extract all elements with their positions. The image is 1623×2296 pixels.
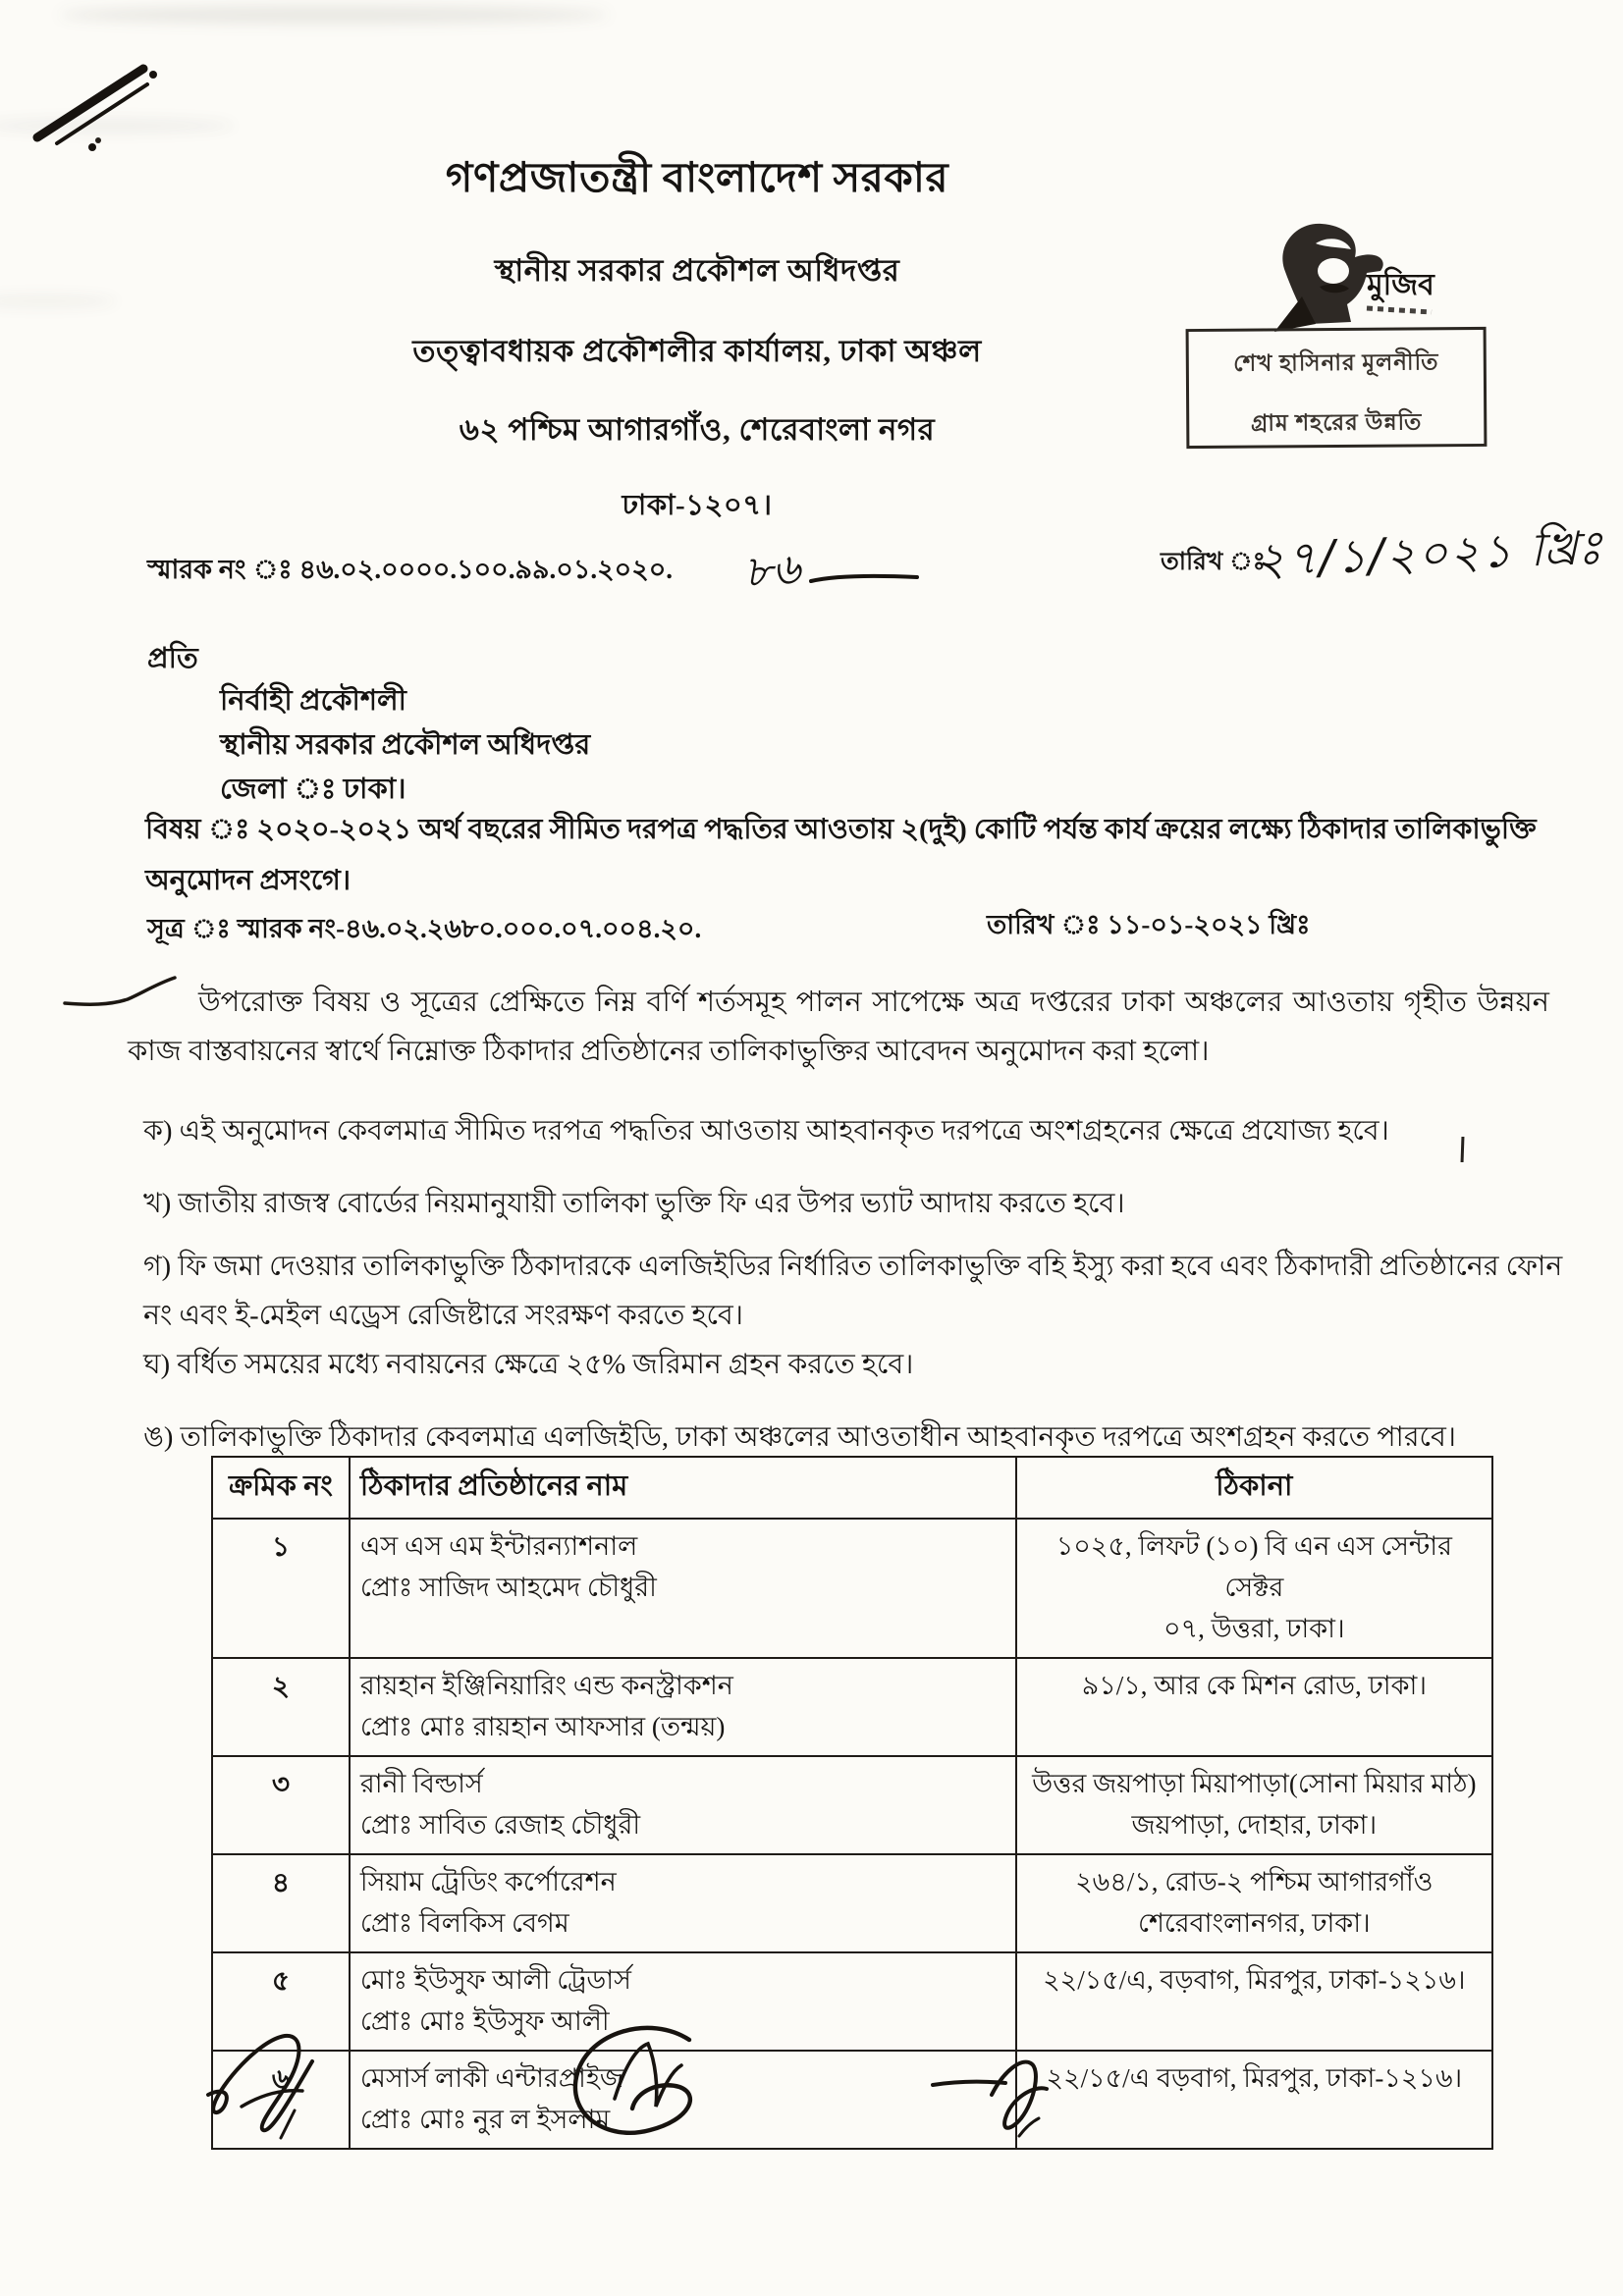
department-name: স্থানীয় সরকার প্রকৌশল অধিদপ্তর: [494, 253, 900, 288]
address-line-1: ২২/১৫/এ, বড়বাগ, মিরপুর, ঢাকা-১২১৬।: [1043, 1965, 1466, 1995]
proprietor-name: প্রোঃ সাবিত রেজাহ চৌধুরী: [359, 1810, 641, 1840]
memo-label: স্মারক নং ঃ: [147, 555, 293, 584]
col-header-serial: ক্রমিক নং: [212, 1457, 350, 1519]
condition-kha: খ) জাতীয় রাজস্ব বোর্ডের নিয়মানুযায়ী তালিকা ভুক্তি ফি এর উপর ভ্যাট আদায় করতে হবে।: [143, 1189, 1125, 1219]
proprietor-name: প্রোঃ মোঃ নুর ল ইসলাম: [359, 2105, 611, 2134]
table-row: [212, 1756, 1492, 1854]
address-line-2: ০৭, উত্তরা, ঢাকা।: [1163, 1614, 1345, 1643]
stray-ink-mark: [1461, 1137, 1465, 1162]
firm-name: রানী বিল্ডার্স: [359, 1769, 483, 1798]
table-row: [212, 2051, 1492, 2149]
body-paragraph: উপরোক্ত বিষয় ও সূত্রের প্রেক্ষিতে নিম্ন বর্ণি শর্তসমূহ পালন সাপেক্ষে অত্র দপ্তরের ঢাকা অঞ্চলের আওতায় গৃহীত উন্নয়ন কাজ বাস্তবায়নের স্বার্থে নিম্নোক্ত ঠিকাদার প্রতিষ্ঠানের তালিকাভুক্তির আবেদন অনুমোদন করা হলো।: [128, 987, 1549, 1067]
table-row: [212, 1519, 1492, 1658]
proprietor-name: প্রোঃ বিলকিস বেগম: [359, 1908, 569, 1938]
slogan-stamp: [1186, 327, 1488, 449]
addressee-designation: নির্বাহী প্রকৌশলী: [220, 685, 406, 717]
addressee-block: [220, 679, 590, 812]
stamp-line-1: শেখ হাসিনার মূলনীতি: [1233, 349, 1439, 376]
condition-ka: ক) এই অনুমোদন কেবলমাত্র সীমিত দরপত্র পদ্ধতির আওতায় আহবানকৃত দরপত্রে অংশগ্রহনের ক্ষেত্রে প্রযোজ্য হবে।: [143, 1116, 1389, 1147]
scan-smudge: [59, 6, 609, 24]
row-name: [350, 1756, 1016, 1854]
row-serial: ৫: [212, 1952, 350, 2051]
signature-1: [187, 2012, 393, 2169]
office-street: ৬২ পশ্চিম আগারগাঁও, শেরেবাংলা নগর: [459, 412, 936, 447]
address-line-1: ২২/১৫/এ বড়বাগ, মিরপুর, ঢাকা-১২১৬।: [1046, 2063, 1463, 2093]
row-serial: ২: [212, 1658, 350, 1756]
reference-date: তারিখ ঃ ১১-০১-২০২১ খ্রিঃ: [987, 910, 1311, 939]
addressee-district: জেলা ঃ ঢাকা।: [220, 774, 406, 805]
row-address: [1016, 1854, 1492, 1952]
row-address: [1016, 2051, 1492, 2149]
row-address: [1016, 1658, 1492, 1756]
row-address: [1016, 1519, 1492, 1658]
row-serial: ৬: [212, 2051, 350, 2149]
handwritten-date: ২৭/১/২০২১ খ্রিঃ: [1254, 520, 1605, 588]
row-serial: ৩: [212, 1756, 350, 1854]
pen-stroke-artifact: [27, 27, 204, 165]
condition-uma: ঙ) তালিকাভুক্তি ঠিকাদার কেবলমাত্র এলজিইডি, ঢাকা অঞ্চলের আওতাধীন আহবানকৃত দরপত্রে অংশগ্রহন করতে পারবে।: [143, 1422, 1456, 1453]
office-city: ঢাকা-১২০৭।: [622, 490, 773, 521]
address-line-1: ২৬৪/১, রোড-২ পশ্চিম আগারগাঁও: [1075, 1867, 1434, 1896]
row-address: [1016, 1756, 1492, 1854]
office-name: তত্ত্বাবধায়ক প্রকৌশলীর কার্যালয়, ঢাকা অঞ্চল: [412, 334, 982, 368]
row-name: [350, 1658, 1016, 1756]
table-row: [212, 1658, 1492, 1756]
handwritten-memo-suffix: ৮৬: [742, 544, 802, 598]
table-row: [212, 1854, 1492, 1952]
logo-caption: মুজিব: [1367, 269, 1434, 301]
stamp-line-2: গ্রাম শহরের উন্নতি: [1251, 409, 1423, 436]
to-label: প্রতি: [147, 643, 198, 674]
row-serial: ১: [212, 1519, 350, 1658]
contractor-table: [211, 1456, 1493, 2150]
address-line-2: শেরেবাংলানগর, ঢাকা।: [1137, 1908, 1371, 1938]
firm-name: এস এস এম ইন্টারন্যাশনাল: [359, 1531, 638, 1561]
firm-name: সিয়াম ট্রেডিং কর্পোরেশন: [359, 1867, 617, 1896]
memo-number: ৪৬.০২.০০০০.১০০.৯৯.০১.২০২০.: [298, 555, 674, 584]
firm-name: মেসার্স লাকী এন্টারপ্রাইজ: [359, 2063, 624, 2093]
col-header-name: ঠিকাদার প্রতিষ্ঠানের নাম: [350, 1457, 1016, 1519]
government-title: গণপ্রজাতন্ত্রী বাংলাদেশ সরকার: [445, 156, 949, 201]
row-address: [1016, 1952, 1492, 2051]
mujib-borsho-logo: [1257, 214, 1453, 342]
firm-name: মোঃ ইউসুফ আলী ট্রেডার্স: [359, 1965, 631, 1995]
signature-3: [923, 2042, 1070, 2160]
table-row: [212, 1952, 1492, 2051]
proprietor-name: প্রোঃ মোঃ রায়হান আফসার (তন্ময়): [359, 1712, 726, 1741]
handwritten-dash: [807, 567, 925, 591]
table-header-row: [212, 1457, 1492, 1519]
subject-line: বিষয় ঃ ২০২০-২০২১ অর্থ বছরের সীমিত দরপত্র পদ্ধতির আওতায় ২(দুই) কোটি পর্যন্ত কার্য ক্রয়ের লক্ষ্যে ঠিকাদার তালিকাভুক্তি অনুমোদন প্রসংগে।: [145, 815, 1537, 896]
proprietor-name: প্রোঃ সাজিদ আহমেদ চৌধুরী: [359, 1573, 657, 1602]
condition-ga: গ) ফি জমা দেওয়ার তালিকাভুক্তি ঠিকাদারকে এলজিইডির নির্ধারিত তালিকাভুক্তি বহি ইস্যু করা হবে এবং ঠিকাদারী প্রতিষ্ঠানের ফোন নং এবং ই-মেইল এড্রেস রেজিষ্টারে সংরক্ষণ করতে হবে।: [143, 1252, 1563, 1331]
signature-2: [542, 2004, 738, 2171]
row-serial: ৪: [212, 1854, 350, 1952]
proprietor-name: প্রোঃ মোঃ ইউসুফ আলী: [359, 2006, 610, 2036]
memo-number-line: [147, 550, 673, 594]
address-line-1: ৯১/১, আর কে মিশন রোড, ঢাকা।: [1081, 1671, 1427, 1700]
date-label: তারিখ ঃ: [1161, 549, 1266, 575]
condition-gha: ঘ) বর্ধিত সময়ের মধ্যে নবায়নের ক্ষেত্রে ২৫% জরিমান গ্রহন করতে হবে।: [143, 1350, 914, 1380]
row-name: [350, 1854, 1016, 1952]
row-name: [350, 1519, 1016, 1658]
address-line-1: উত্তর জয়পাড়া মিয়াপাড়া(সোনা মিয়ার মাঠ): [1032, 1769, 1477, 1798]
address-line-2: জয়পাড়া, দোহার, ঢাকা।: [1131, 1810, 1378, 1840]
address-line-1: ১০২৫, লিফট (১০) বি এন এস সেন্টার সেক্টর: [1055, 1531, 1452, 1602]
col-header-address: ঠিকানা: [1016, 1457, 1492, 1519]
reference-memo: সূত্র ঃ স্মারক নং-৪৬.০২.২৬৮০.০০০.০৭.০০৪.২০.: [147, 914, 702, 943]
firm-name: রায়হান ইঞ্জিনিয়ারিং এন্ড কনস্ট্রাকশন: [359, 1671, 733, 1700]
addressee-department: স্থানীয় সরকার প্রকৌশল অধিদপ্তর: [220, 729, 591, 761]
